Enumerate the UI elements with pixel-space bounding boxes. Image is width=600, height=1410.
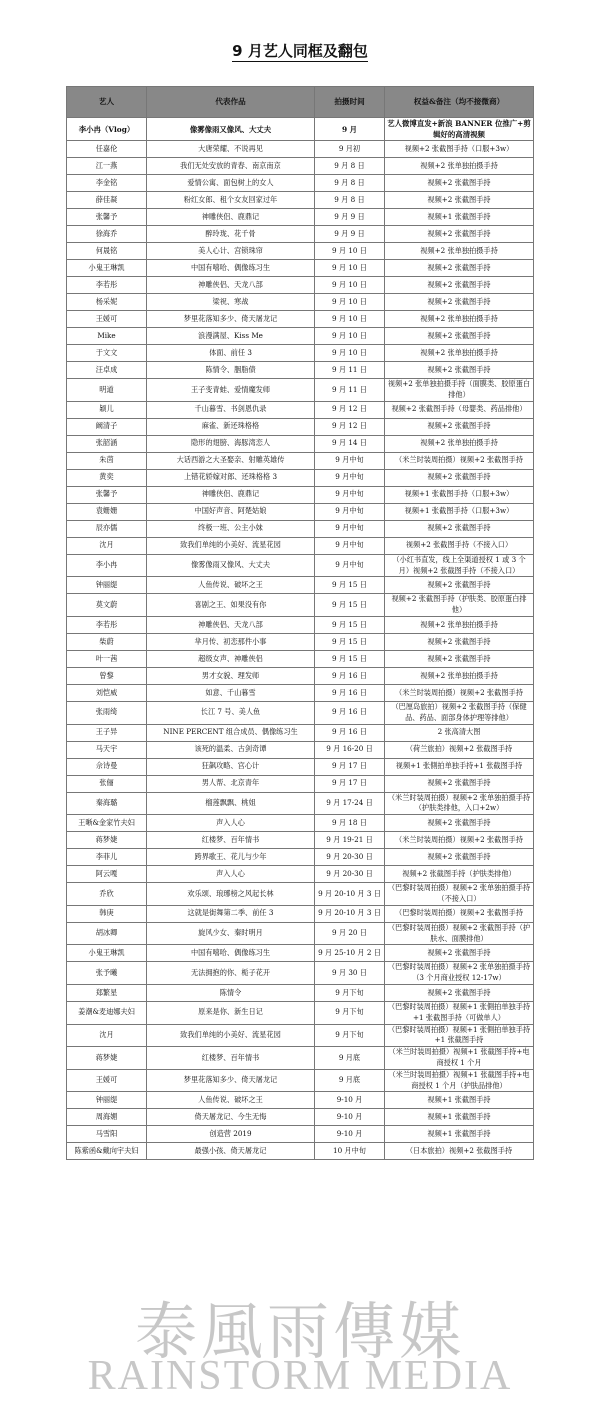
cell-works: 红楼梦、百年情书 — [147, 832, 315, 849]
cell-time: 9 月 16 日 — [315, 724, 385, 741]
cell-time: 9 月 8 日 — [315, 192, 385, 209]
cell-note: 视频+2 张单独拍摄手持 — [385, 668, 534, 685]
table-row — [67, 537, 534, 554]
cell-time: 9 月 16 日 — [315, 702, 385, 725]
cell-artist: 钟丽缇 — [67, 1092, 147, 1109]
cell-note: 视频+2 张截图手持 — [385, 260, 534, 277]
cell-note: 视频+2 张单独拍摄手持 — [385, 435, 534, 452]
cell-note: 视频+2 张截图手持 — [385, 226, 534, 243]
cell-time: 9 月中旬 — [315, 537, 385, 554]
cell-artist: 王晰&金家竹夫妇 — [67, 815, 147, 832]
cell-time: 9 月中旬 — [315, 469, 385, 486]
cell-artist: 张馨予 — [67, 209, 147, 226]
cell-time: 9 月 17-24 日 — [315, 792, 385, 815]
cell-artist: 佘诗曼 — [67, 758, 147, 775]
cell-artist: 韩庚 — [67, 905, 147, 922]
cell-artist: 沈月 — [67, 537, 147, 554]
table-row — [67, 418, 534, 435]
cell-time: 9 月 14 日 — [315, 435, 385, 452]
table-row — [67, 362, 534, 379]
cell-works: 喜剧之王、如果没有你 — [147, 594, 315, 617]
cell-works: 最强小孩、倚天屠龙记 — [147, 1143, 315, 1160]
page-title-text: 9 月艺人同框及翻包 — [232, 42, 368, 60]
cell-time: 9 月中旬 — [315, 554, 385, 577]
cell-note: （米兰时装周拍摄）视频+2 张单独拍摄手持（护肤类排他，入口+2w） — [385, 792, 534, 815]
cell-artist: 颖儿 — [67, 401, 147, 418]
cell-artist: 李金铭 — [67, 175, 147, 192]
cell-time: 9 月 16 日 — [315, 685, 385, 702]
table-row — [67, 294, 534, 311]
cell-time: 9 月 11 日 — [315, 379, 385, 402]
table-row — [67, 775, 534, 792]
cell-note: 艺人微博直发+新浪 BANNER 位推广+剪辑好的高清视频 — [385, 118, 534, 141]
cell-note: （巴黎时装周拍摄）视频+2 张截图手持（护肤水、面膜排他） — [385, 922, 534, 945]
cell-works: 这就是街舞第二季、前任 3 — [147, 905, 315, 922]
cell-time: 9 月 16-20 日 — [315, 741, 385, 758]
cell-works: 浪漫满屋、Kiss Me — [147, 328, 315, 345]
table-row — [67, 209, 534, 226]
cell-artist: 张韶涵 — [67, 435, 147, 452]
cell-artist: 李菲儿 — [67, 849, 147, 866]
table-row — [67, 554, 534, 577]
cell-artist: 秦海璐 — [67, 792, 147, 815]
table-row — [67, 503, 534, 520]
cell-time: 9 月底 — [315, 1069, 385, 1092]
cell-artist: 阚清子 — [67, 418, 147, 435]
cell-time: 9 月 16 日 — [315, 668, 385, 685]
cell-time: 9 月底 — [315, 1047, 385, 1070]
cell-artist: 马雪阳 — [67, 1126, 147, 1143]
table-row — [67, 1092, 534, 1109]
cell-works: 千山暮雪、书剑恩仇录 — [147, 401, 315, 418]
cell-note: 视频+2 张截图手持 — [385, 469, 534, 486]
table-row — [67, 1047, 534, 1070]
cell-time: 9 月 8 日 — [315, 158, 385, 175]
cell-artist: 张馨予 — [67, 486, 147, 503]
cell-artist: 李小冉 — [67, 554, 147, 577]
cell-artist: 黄奕 — [67, 469, 147, 486]
cell-time: 9 月 9 日 — [315, 226, 385, 243]
cell-note: 视频+2 张截图手持（护肤类、胶原蛋白排他） — [385, 594, 534, 617]
cell-time: 9 月 10 日 — [315, 243, 385, 260]
table-row — [67, 520, 534, 537]
cell-note: （米兰时装周拍摄）视频+2 张截图手持 — [385, 832, 534, 849]
cell-time: 9 月中旬 — [315, 486, 385, 503]
cell-artist: 刘恺威 — [67, 685, 147, 702]
cell-note: （米兰时装周拍摄）视频+2 张截图手持 — [385, 685, 534, 702]
cell-time: 9 月 17 日 — [315, 775, 385, 792]
cell-artist: 汪卓成 — [67, 362, 147, 379]
cell-works: 神雕侠侣、天龙八部 — [147, 617, 315, 634]
table-row — [67, 668, 534, 685]
cell-works: 创造营 2019 — [147, 1126, 315, 1143]
cell-time: 9 月 10 日 — [315, 345, 385, 362]
cell-time: 9 月 — [315, 118, 385, 141]
cell-time: 9 月 19-21 日 — [315, 832, 385, 849]
artist-table — [66, 86, 534, 1160]
cell-works: 粉红女郎、租个女友回家过年 — [147, 192, 315, 209]
cell-note: 视频+2 张截图手持 — [385, 520, 534, 537]
cell-artist: 任嘉伦 — [67, 141, 147, 158]
table-row — [67, 577, 534, 594]
header-time: 拍摄时间 — [315, 87, 385, 118]
cell-note: 视频+1 张截图手持（口服+3w） — [385, 503, 534, 520]
cell-time: 9 月 9 日 — [315, 209, 385, 226]
cell-note: 视频+2 张截图手持 — [385, 815, 534, 832]
cell-works: 人鱼传说、破坏之王 — [147, 1092, 315, 1109]
table-row — [67, 1024, 534, 1047]
cell-artist: 叶一茜 — [67, 651, 147, 668]
cell-artist: 王媛可 — [67, 311, 147, 328]
cell-note: （巴黎时装周拍摄）视频+2 张单独拍摄手持（不接入口） — [385, 883, 534, 906]
cell-artist: 江一燕 — [67, 158, 147, 175]
cell-artist: 辰亦儒 — [67, 520, 147, 537]
table-row — [67, 401, 534, 418]
cell-note: 视频+2 张截图手持（不接入口） — [385, 537, 534, 554]
table-row — [67, 945, 534, 962]
cell-works: 体面、前任 3 — [147, 345, 315, 362]
feature-row — [67, 118, 534, 141]
table-row — [67, 724, 534, 741]
cell-artist: 胡冰卿 — [67, 922, 147, 945]
cell-note: 2 张高清大图 — [385, 724, 534, 741]
table-row — [67, 328, 534, 345]
cell-time: 9 月 30 日 — [315, 962, 385, 985]
table-row — [67, 702, 534, 725]
cell-time: 9 月 17 日 — [315, 758, 385, 775]
table-row — [67, 905, 534, 922]
cell-note: 视频+2 张截图手持 — [385, 984, 534, 1001]
cell-artist: 沈月 — [67, 1024, 147, 1047]
cell-works: 欢乐颂、琅琊榜之风起长林 — [147, 883, 315, 906]
watermark-chinese: 泰風雨傳媒 — [134, 1295, 465, 1368]
table-row — [67, 594, 534, 617]
cell-note: 视频+2 张截图手持 — [385, 945, 534, 962]
table-row — [67, 1109, 534, 1126]
cell-works: 终极一班、公主小妹 — [147, 520, 315, 537]
cell-artist: 张予曦 — [67, 962, 147, 985]
cell-works: 声入人心 — [147, 866, 315, 883]
cell-artist: 钟丽缇 — [67, 577, 147, 594]
cell-note: 视频+2 张截图手持 — [385, 577, 534, 594]
cell-artist: Mike — [67, 328, 147, 345]
cell-works: 该死的温柔、古剑奇谭 — [147, 741, 315, 758]
cell-time: 9 月 15 日 — [315, 617, 385, 634]
cell-note: 视频+2 张截图手持 — [385, 362, 534, 379]
cell-works: 我们无处安放的青春、南京南京 — [147, 158, 315, 175]
table-row — [67, 226, 534, 243]
cell-works: 中国有嘻哈、偶像练习生 — [147, 945, 315, 962]
cell-works: 男才女貌、理发师 — [147, 668, 315, 685]
cell-time: 9 月 20 日 — [315, 922, 385, 945]
cell-time: 9-10 月 — [315, 1126, 385, 1143]
cell-time: 9 月 11 日 — [315, 362, 385, 379]
cell-artist: 王媛可 — [67, 1069, 147, 1092]
cell-note: （巴厘岛旅拍）视频+2 张截图手持（保健品、药品、面部身体护理等排他） — [385, 702, 534, 725]
cell-time: 9 月 10 日 — [315, 311, 385, 328]
cell-note: 视频+2 张截图手持（口服+3w） — [385, 141, 534, 158]
cell-time: 9 月 10 日 — [315, 260, 385, 277]
cell-time: 9-10 月 — [315, 1092, 385, 1109]
cell-works: 长江 7 号、美人鱼 — [147, 702, 315, 725]
cell-note: 视频+2 张单独拍摄手持 — [385, 158, 534, 175]
table-row — [67, 962, 534, 985]
cell-works: 致我们单纯的小美好、流星花园 — [147, 537, 315, 554]
cell-artist: 薛佳凝 — [67, 192, 147, 209]
cell-artist: 杨采妮 — [67, 294, 147, 311]
cell-note: 视频+1 张截图手持（口服+3w） — [385, 486, 534, 503]
cell-works: 旋风少女、秦时明月 — [147, 922, 315, 945]
cell-artist: 张雨绮 — [67, 702, 147, 725]
cell-artist: 徐海乔 — [67, 226, 147, 243]
cell-note: （小红书直发，线上全渠道授权 1 或 3 个月）视频+2 张截图手持（不接入口） — [385, 554, 534, 577]
cell-note: 视频+2 张单独拍摄手持 — [385, 617, 534, 634]
table-row — [67, 685, 534, 702]
cell-works: 狂飙攻略、宫心计 — [147, 758, 315, 775]
cell-works: 榴莲飘飘、桃姐 — [147, 792, 315, 815]
cell-works: NINE PERCENT 组合成员、偶像练习生 — [147, 724, 315, 741]
table-row — [67, 634, 534, 651]
cell-artist: 周海媚 — [67, 1109, 147, 1126]
cell-works: 陈情令 — [147, 984, 315, 1001]
cell-time: 9 月 10 日 — [315, 294, 385, 311]
cell-works: 大话西游之大圣娶亲、射雕英雄传 — [147, 452, 315, 469]
cell-time: 9 月下旬 — [315, 984, 385, 1001]
cell-works: 人鱼传说、破坏之王 — [147, 577, 315, 594]
cell-works: 红楼梦、百年情书 — [147, 1047, 315, 1070]
cell-works: 中国好声音、阿楚姑娘 — [147, 503, 315, 520]
cell-note: 视频+2 张截图手持 — [385, 175, 534, 192]
table-row — [67, 260, 534, 277]
cell-works: 麻雀、新还珠格格 — [147, 418, 315, 435]
cell-works: 爱情公寓、面包树上的女人 — [147, 175, 315, 192]
cell-note: （巴黎时装周拍摄）视频+1 张側拍单独手持+1 张截图手持 — [385, 1024, 534, 1047]
cell-note: 视频+1 张截图手持 — [385, 1092, 534, 1109]
cell-time: 9 月 15 日 — [315, 594, 385, 617]
cell-time: 9 月 20-30 日 — [315, 849, 385, 866]
cell-artist: 姜潮&麦迪娜夫妇 — [67, 1001, 147, 1024]
table-row — [67, 277, 534, 294]
cell-artist: 曾黎 — [67, 668, 147, 685]
cell-works: 中国有嘻哈、偶像练习生 — [147, 260, 315, 277]
cell-works: 原来是你、新生日记 — [147, 1001, 315, 1024]
cell-note: （日本旅拍）视频+2 张截图手持 — [385, 1143, 534, 1160]
cell-note: 视频+2 张截图手持 — [385, 277, 534, 294]
cell-time: 9 月 15 日 — [315, 651, 385, 668]
cell-note: （米兰时装周拍摄）视频+1 张截图手持+电商授权 1 个月（护肤品排他） — [385, 1069, 534, 1092]
table-row — [67, 651, 534, 668]
cell-artist: 李若彤 — [67, 617, 147, 634]
cell-time: 9 月初 — [315, 141, 385, 158]
table-row — [67, 832, 534, 849]
cell-works: 醉玲珑、花千骨 — [147, 226, 315, 243]
table-row — [67, 192, 534, 209]
cell-note: （米兰时装周拍摄）视频+1 张截图手持+电商授权 1 个月 — [385, 1047, 534, 1070]
table-row — [67, 922, 534, 945]
cell-time: 9 月 25-10 月 2 日 — [315, 945, 385, 962]
cell-note: 视频+2 张截图手持 — [385, 294, 534, 311]
table-row — [67, 792, 534, 815]
header-note: 权益&备注（均不接微商） — [385, 87, 534, 118]
table-row — [67, 379, 534, 402]
cell-works: 跨界歌王、花儿与少年 — [147, 849, 315, 866]
cell-note: 视频+2 张截图手持 — [385, 328, 534, 345]
table-row — [67, 758, 534, 775]
cell-works: 隐形的翅膀、海豚湾恋人 — [147, 435, 315, 452]
table-row — [67, 866, 534, 883]
cell-note: 视频+2 张截图手持 — [385, 418, 534, 435]
cell-time: 9 月 15 日 — [315, 577, 385, 594]
cell-time: 9 月 20-30 日 — [315, 866, 385, 883]
cell-time: 9 月 20-10 月 3 日 — [315, 905, 385, 922]
table-row — [67, 617, 534, 634]
cell-note: 视频+2 张单独拍摄手持（面膜类、胶原蛋白排他） — [385, 379, 534, 402]
table-row — [67, 452, 534, 469]
cell-artist: 何晟铭 — [67, 243, 147, 260]
cell-works: 神雕侠侣、鹿鼎记 — [147, 486, 315, 503]
cell-artist: 袁姗姗 — [67, 503, 147, 520]
cell-artist: 马天宇 — [67, 741, 147, 758]
cell-time: 9 月 12 日 — [315, 401, 385, 418]
table-header-row — [67, 87, 534, 118]
table-row — [67, 243, 534, 260]
cell-time: 9 月 8 日 — [315, 175, 385, 192]
table-row — [67, 1126, 534, 1143]
table-row — [67, 311, 534, 328]
cell-works: 如意、千山暮雪 — [147, 685, 315, 702]
table-row — [67, 815, 534, 832]
cell-works: 芈月传、初恋那件小事 — [147, 634, 315, 651]
cell-time: 9 月 18 日 — [315, 815, 385, 832]
cell-artist: 王子异 — [67, 724, 147, 741]
cell-artist: 小鬼王琳凯 — [67, 945, 147, 962]
watermark-english: RAINSTORM MEDIA — [87, 1353, 513, 1399]
cell-artist: 蒋梦婕 — [67, 1047, 147, 1070]
cell-artist: 于文文 — [67, 345, 147, 362]
cell-works: 神雕侠侣、天龙八部 — [147, 277, 315, 294]
cell-time: 9 月中旬 — [315, 520, 385, 537]
cell-works: 无法拥抱的你、栀子花开 — [147, 962, 315, 985]
cell-note: 视频+2 张截图手持（护肤类排他） — [385, 866, 534, 883]
table-row — [67, 1143, 534, 1160]
cell-time: 9 月 12 日 — [315, 418, 385, 435]
cell-artist: 郑繁星 — [67, 984, 147, 1001]
header-works: 代表作品 — [147, 87, 315, 118]
cell-artist: 朱茵 — [67, 452, 147, 469]
cell-works: 像雾像雨又像风、大丈夫 — [147, 554, 315, 577]
cell-note: 视频+2 张截图手持 — [385, 775, 534, 792]
cell-artist: 李小冉（Vlog） — [67, 118, 147, 141]
table-row — [67, 345, 534, 362]
table-row — [67, 141, 534, 158]
cell-works: 像雾像雨又像风、大丈夫 — [147, 118, 315, 141]
table-row — [67, 1001, 534, 1024]
cell-note: （巴黎时装周拍摄）视频+2 张截图手持 — [385, 905, 534, 922]
cell-works: 梦里花落知多少、倚天屠龙记 — [147, 1069, 315, 1092]
cell-time: 9-10 月 — [315, 1109, 385, 1126]
cell-artist: 蒋梦婕 — [67, 832, 147, 849]
cell-works: 神雕侠侣、鹿鼎记 — [147, 209, 315, 226]
cell-note: （米兰时装周拍摄）视频+2 张截图手持 — [385, 452, 534, 469]
cell-note: 视频+1 张截图手持 — [385, 1126, 534, 1143]
cell-artist: 李若彤 — [67, 277, 147, 294]
cell-time: 9 月 20-10 月 3 日 — [315, 883, 385, 906]
cell-time: 9 月中旬 — [315, 452, 385, 469]
cell-artist: 张俪 — [67, 775, 147, 792]
cell-works: 梁祝、寒战 — [147, 294, 315, 311]
cell-note: （巴黎时装周拍摄）视频+2 张单独拍摄手持（3 个月商业授权 12-17w） — [385, 962, 534, 985]
header-artist: 艺人 — [67, 87, 147, 118]
cell-artist: 明道 — [67, 379, 147, 402]
cell-time: 10 月中旬 — [315, 1143, 385, 1160]
table-row — [67, 741, 534, 758]
cell-time: 9 月 10 日 — [315, 277, 385, 294]
table-row — [67, 175, 534, 192]
cell-note: 视频+1 张截图手持 — [385, 209, 534, 226]
table-row — [67, 1069, 534, 1092]
cell-artist: 莫文蔚 — [67, 594, 147, 617]
cell-works: 陈情令、胭脂债 — [147, 362, 315, 379]
cell-works: 梦里花落知多少、倚天屠龙记 — [147, 311, 315, 328]
cell-artist: 柴蔚 — [67, 634, 147, 651]
cell-time: 9 月下旬 — [315, 1001, 385, 1024]
cell-note: 视频+2 张截图手持 — [385, 651, 534, 668]
cell-artist: 小鬼王琳凯 — [67, 260, 147, 277]
page-title — [0, 40, 600, 61]
cell-note: 视频+2 张截图手持（母婴类、药品排他） — [385, 401, 534, 418]
table-row — [67, 984, 534, 1001]
cell-note: 视频+2 张单独拍摄手持 — [385, 311, 534, 328]
cell-artist: 乔欣 — [67, 883, 147, 906]
table-row — [67, 486, 534, 503]
table-row — [67, 849, 534, 866]
cell-works: 声入人心 — [147, 815, 315, 832]
cell-note: （巴黎时装周拍摄）视频+1 张側拍单独手持+1 张截图手持（可做单人） — [385, 1001, 534, 1024]
cell-works: 超级女声、神雕侠侣 — [147, 651, 315, 668]
cell-note: 视频+2 张单独拍摄手持 — [385, 345, 534, 362]
cell-note: 视频+1 张截图手持 — [385, 1109, 534, 1126]
cell-note: 视频+1 张側拍单独手持+1 张截图手持 — [385, 758, 534, 775]
cell-time: 9 月中旬 — [315, 503, 385, 520]
cell-works: 男人帮、北京青年 — [147, 775, 315, 792]
cell-artist: 陈紫函&戴向宇夫妇 — [67, 1143, 147, 1160]
cell-works: 王子变青蛙、爱情魔发师 — [147, 379, 315, 402]
cell-works: 大唐荣耀、不说再见 — [147, 141, 315, 158]
table-row — [67, 158, 534, 175]
cell-time: 9 月下旬 — [315, 1024, 385, 1047]
cell-works: 上错花轿嫁对郎、还珠格格 3 — [147, 469, 315, 486]
cell-note: 视频+2 张单独拍摄手持 — [385, 243, 534, 260]
cell-note: 视频+2 张截图手持 — [385, 192, 534, 209]
cell-note: （荷兰旅拍）视频+2 张截图手持 — [385, 741, 534, 758]
cell-works: 美人心计、宫锁珠帘 — [147, 243, 315, 260]
cell-artist: 阿云嘎 — [67, 866, 147, 883]
table-row — [67, 883, 534, 906]
table-row — [67, 435, 534, 452]
cell-time: 9 月 15 日 — [315, 634, 385, 651]
cell-note: 视频+2 张截图手持 — [385, 634, 534, 651]
cell-works: 致我们单纯的小美好、流星花园 — [147, 1024, 315, 1047]
cell-works: 倚天屠龙记、今生无悔 — [147, 1109, 315, 1126]
cell-time: 9 月 10 日 — [315, 328, 385, 345]
table-row — [67, 469, 534, 486]
cell-note: 视频+2 张截图手持 — [385, 849, 534, 866]
